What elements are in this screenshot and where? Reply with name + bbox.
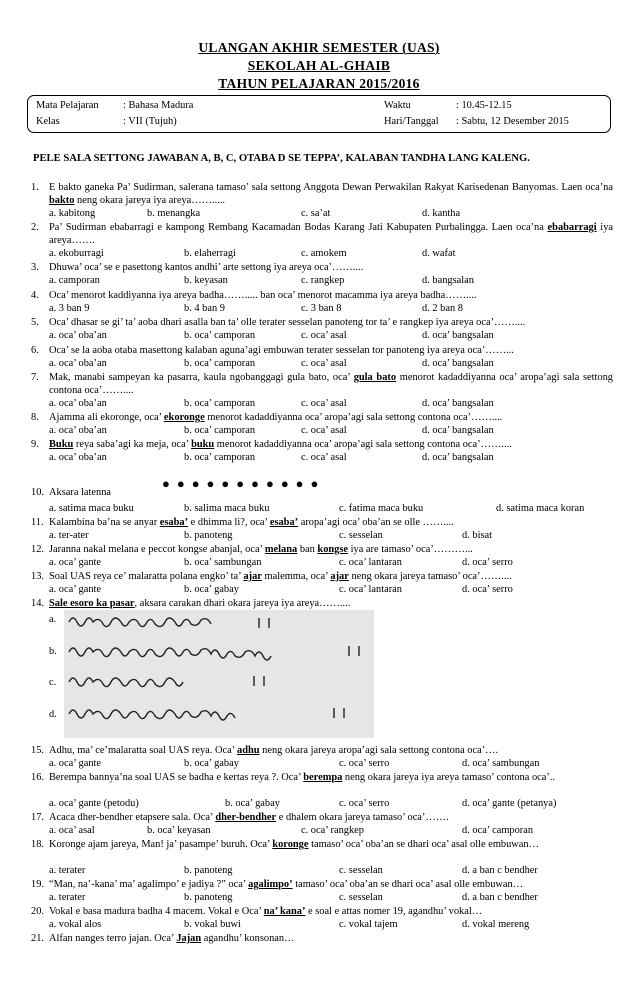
question-14: 14. Sale esoro ka pasar, aksara carakan dhari okara jareya iya areya……....: [31, 598, 351, 609]
question-7: 7. Mak, manabi sampeyan ka pasarra, kaula ngobanggagi gula bato, oca’ gula bato menorot kadaddiyanna oca’ aropa’agi sala settong contona oca’……....: [31, 372, 614, 396]
keyword: agalimpo’: [248, 879, 293, 890]
question-20: 20. Vokal e basa madura badha 4 macem. Vokal e Oca’ na’ kana’ e soal e attas nomer 19, agandhu’ vokal…: [31, 906, 483, 917]
option-d[interactable]: d. oca’ camporan: [462, 825, 534, 836]
keyword: buku: [191, 439, 215, 450]
option-a[interactable]: a. camporan: [49, 275, 100, 286]
keyword: adhu: [237, 745, 260, 756]
keyword: ajar: [330, 571, 349, 582]
option-d[interactable]: d. oca’ bangsalan: [422, 425, 494, 436]
question-5: 5. Oca’ dhasar se gi’ ta’ aoba dhari asalla ban ta’ olle terater sesselan panoteng tor ta’ e rangkep iya areya oca’……....: [31, 317, 526, 328]
school-name: SEKOLAH AL-GHAIB: [247, 58, 391, 73]
option-a[interactable]: a. oca’ oba’an: [49, 452, 107, 463]
option-c[interactable]: c. oca’ lantaran: [339, 557, 402, 568]
keyword: Sale esoro ka pasar: [49, 598, 135, 609]
question-13: 13. Soal UAS reya ce’ malaratta polana engko’ ta’ ajar malemma, oca’ ajar neng okara jareya tamaso’ oca’……....: [31, 571, 512, 582]
option-d[interactable]: d. wafat: [422, 248, 456, 259]
option-b[interactable]: b. panoteng: [184, 892, 233, 903]
option-a[interactable]: a. terater: [49, 865, 86, 876]
option-b[interactable]: b. menangka: [147, 208, 201, 219]
option-d[interactable]: d. oca’ bangsalan: [422, 358, 494, 369]
question-6: 6. Oca’ se la aoba otaba masettong kalaban aguna’agi embuwan terater sesselan tor panoteng iya areya oca’……...: [31, 345, 514, 356]
option-c[interactable]: c. oca’ rangkep: [301, 825, 364, 836]
option-c[interactable]: c. 3 ban 8: [301, 303, 342, 314]
option-c[interactable]: c. oca’ serro: [339, 798, 390, 809]
option-b[interactable]: b. oca’ gabay: [184, 584, 239, 595]
option-c[interactable]: c. amokem: [301, 248, 347, 259]
option-c[interactable]: c. oca’ serro: [339, 758, 390, 769]
question-8: 8. Ajamma ali ekoronge, oca’ ekoronge menorot kadaddiyanna oca’ aropa’agi sala settong contona oca’……....: [31, 412, 503, 423]
option-d[interactable]: d.: [49, 709, 57, 720]
subject-value: : Bahasa Madura: [123, 100, 194, 111]
question-1: 1. E bakto ganeka Pa’ Sudirman, salerana tamaso’ sala settong Anggota Dewan Perwakilan Rakyat Karisedenan Banyomas. Laen oca’na bakto neng okara jareya iya areya…….....: [31, 182, 613, 206]
option-d[interactable]: d. oca’ gante (petanya): [462, 798, 557, 809]
option-a[interactable]: a. ter-ater: [49, 530, 89, 541]
option-d[interactable]: d. oca’ bangsalan: [422, 330, 494, 341]
option-b[interactable]: b. keyasan: [184, 275, 228, 286]
option-d[interactable]: d. oca’ serro: [462, 584, 513, 595]
keyword: ekoronge: [163, 412, 205, 423]
option-b[interactable]: b.: [49, 646, 57, 657]
question-18: 18. Koronge ajam jareya, Man! ja’ pasampe’ buruh. Oca’ koronge tamaso’ oca’ oba’an se dhari oca’ asal olle embuwan…: [31, 839, 539, 850]
option-a[interactable]: a. oca’ oba’an: [49, 330, 107, 341]
option-b[interactable]: b. oca’ camporan: [184, 358, 256, 369]
option-c[interactable]: c. oca’ asal: [301, 358, 347, 369]
option-b[interactable]: b. oca’ keyasan: [147, 825, 211, 836]
keyword: koronge: [272, 839, 309, 850]
option-c[interactable]: c. sesselan: [339, 865, 383, 876]
option-a[interactable]: a. oca’ gante: [49, 557, 102, 568]
date-label: Hari/Tanggal: [384, 116, 439, 127]
exam-title: ULANGAN AKHIR SEMESTER (UAS): [198, 40, 440, 55]
option-a[interactable]: a. terater: [49, 892, 86, 903]
keyword: ebabarragi: [547, 222, 597, 233]
option-b[interactable]: b. oca’ gabay: [225, 798, 280, 809]
option-d[interactable]: d. oca’ sambungan: [462, 758, 540, 769]
option-d[interactable]: d. oca’ serro: [462, 557, 513, 568]
option-b[interactable]: b. oca’ camporan: [184, 398, 256, 409]
option-a[interactable]: a. 3 ban 9: [49, 303, 90, 314]
option-c[interactable]: c. sesselan: [339, 530, 383, 541]
option-a[interactable]: a. kabitong: [49, 208, 96, 219]
question-17: 17. Acaca dher-bendher etapsere sala. Oca’ dher-bendher e dhalem okara jareya tamaso’ oca’…….: [31, 812, 449, 823]
option-b[interactable]: b. panoteng: [184, 530, 233, 541]
option-a[interactable]: a. oca’ oba’an: [49, 425, 107, 436]
option-a[interactable]: a. oca’ gante (petodu): [49, 798, 139, 809]
question-4: 4. Oca’ menorot kaddiyanna iya areya badha……..... ban oca’ menorot macamma iya areya badha……....: [31, 290, 477, 301]
option-a[interactable]: a. oca’ gante: [49, 758, 102, 769]
option-d[interactable]: d. bangsalan: [422, 275, 474, 286]
option-d[interactable]: d. oca’ bangsalan: [422, 398, 494, 409]
option-d[interactable]: d. oca’ bangsalan: [422, 452, 494, 463]
keyword: esaba’: [159, 517, 189, 528]
option-b[interactable]: b. oca’ camporan: [184, 330, 256, 341]
option-c[interactable]: c.: [49, 677, 57, 688]
option-a[interactable]: a. satima maca buku: [49, 503, 134, 514]
question-3: 3. Dhuwa’ oca’ se e pasettong kantos andhi’ arte settong iya areya oca’……....: [31, 262, 364, 273]
keyword: dher-bendher: [215, 812, 277, 823]
option-c[interactable]: c. rangkep: [301, 275, 345, 286]
option-d[interactable]: d. bisat: [462, 530, 493, 541]
option-b[interactable]: b. elaherragi: [184, 248, 236, 259]
option-a[interactable]: a. oca’ gante: [49, 584, 102, 595]
question-11: 11. Kalambina ba’na se anyar esaba’ e dhimma li?, oca’ esaba’ aropa’agi oca’ oba’an se olle ……....: [31, 517, 454, 528]
question-9: 9. Buku reya saba’agi ka meja, oca’ buku menorot kadaddiyanna oca’ aropa’agi sala settong contona oca’……....: [31, 439, 512, 450]
keyword: bakto: [49, 194, 75, 206]
option-d[interactable]: d. 2 ban 8: [422, 303, 463, 314]
option-b[interactable]: b. panoteng: [184, 865, 233, 876]
option-c[interactable]: c. oca’ asal: [301, 330, 347, 341]
option-a[interactable]: a. oca’ asal: [49, 825, 95, 836]
aksara-manuscript-image: [64, 610, 374, 738]
option-d[interactable]: d. a ban c bendher: [462, 865, 538, 876]
option-c[interactable]: c. oca’ lantaran: [339, 584, 402, 595]
option-b[interactable]: b. salima maca buku: [184, 503, 270, 514]
option-c[interactable]: c. oca’ asal: [301, 452, 347, 463]
keyword: Jajan: [176, 933, 202, 944]
option-d[interactable]: d. satima maca koran: [496, 503, 585, 514]
aksara-script-svg: [64, 610, 374, 738]
option-b[interactable]: b. oca’ sambungan: [184, 557, 262, 568]
option-b[interactable]: b. oca’ camporan: [184, 425, 256, 436]
date-value: : Sabtu, 12 Desember 2015: [456, 116, 569, 127]
option-b[interactable]: b. oca’ gabay: [184, 758, 239, 769]
question-12: 12. Jaranna nakal melana e peccot kongse abanjal, oca’ melana ban kongse iya are tamaso’ oca’………...: [31, 544, 473, 555]
class-label: Kelas: [36, 116, 60, 127]
option-a[interactable]: a. oca’ oba’an: [49, 398, 107, 409]
exam-info-box: [27, 95, 611, 133]
school-year: TAHUN PELAJARAN 2015/2016: [218, 76, 420, 91]
option-c[interactable]: c. vokal tajem: [339, 919, 398, 930]
aksara-dots: ●●●●●●●●●●●: [162, 476, 326, 491]
question-2: 2. Pa’ Sudirman ebabarragi e kampong Rembang Kacamadan Bodas Karang Jati Kabupaten Purbalingga. Laen oca’na ebabarragi iya areya…….: [31, 222, 614, 246]
option-c[interactable]: c. fatima maca buku: [339, 503, 424, 514]
keyword: kongse: [317, 544, 349, 555]
option-a[interactable]: a. oca’ oba’an: [49, 358, 107, 369]
option-a[interactable]: a. vokal alos: [49, 919, 102, 930]
option-a[interactable]: a. ekoburragi: [49, 248, 104, 259]
keyword: gula bato: [353, 372, 397, 383]
question-16: 16. Berempa bannya’na soal UAS se badha e kertas reya ?. Oca’ berempa neng okara jareya iya areya tamaso’ contona oca’..: [31, 772, 556, 783]
question-15: 15. Adhu, ma’ ce’malaratta soal UAS reya. Oca’ adhu neng okara jareya aropa’agi sala settong contona oca’….: [31, 745, 499, 756]
question-21: 21. Alfan nanges terro jajan. Oca’ Jajan agandhu’ konsonan…: [31, 933, 295, 944]
keyword: esaba’: [269, 517, 299, 528]
instruction-text: PELE SALA SETTONG JAWABAN A, B, C, OTABA D SE TEPPA’, KALABAN TANDHA LANG KALENG.: [33, 153, 530, 164]
time-value: : 10.45-12.15: [456, 100, 512, 111]
option-c[interactable]: c. oca’ asal: [301, 425, 347, 436]
option-c[interactable]: c. sesselan: [339, 892, 383, 903]
keyword: berempa: [303, 772, 343, 783]
option-c[interactable]: c. sa’at: [301, 208, 331, 219]
option-d[interactable]: d. kantha: [422, 208, 461, 219]
keyword: ajar: [243, 571, 262, 582]
option-d[interactable]: d. vokal mereng: [462, 919, 530, 930]
option-b[interactable]: b. vokal buwi: [184, 919, 241, 930]
class-value: : VII (Tujuh): [123, 116, 177, 127]
keyword: na’ kana’: [263, 906, 306, 917]
option-a[interactable]: a.: [49, 614, 57, 625]
subject-label: Mata Pelajaran: [36, 100, 99, 111]
option-b[interactable]: b. oca’ camporan: [184, 452, 256, 463]
question-10: 10. Aksara latenna: [31, 487, 112, 498]
time-label: Waktu: [384, 100, 411, 111]
keyword: melana: [264, 544, 298, 555]
option-d[interactable]: d. a ban c bendher: [462, 892, 538, 903]
option-c[interactable]: c. oca’ asal: [301, 398, 347, 409]
keyword: Buku: [49, 439, 74, 450]
question-19: 19. “Man, na’-kana’ ma’ agalimpo’ e jadiya ?” oca’ agalimpo’ tamaso’ oca’ oba’an se dhari oca’ asal olle embuwan…: [31, 879, 524, 890]
option-b[interactable]: b. 4 ban 9: [184, 303, 225, 314]
